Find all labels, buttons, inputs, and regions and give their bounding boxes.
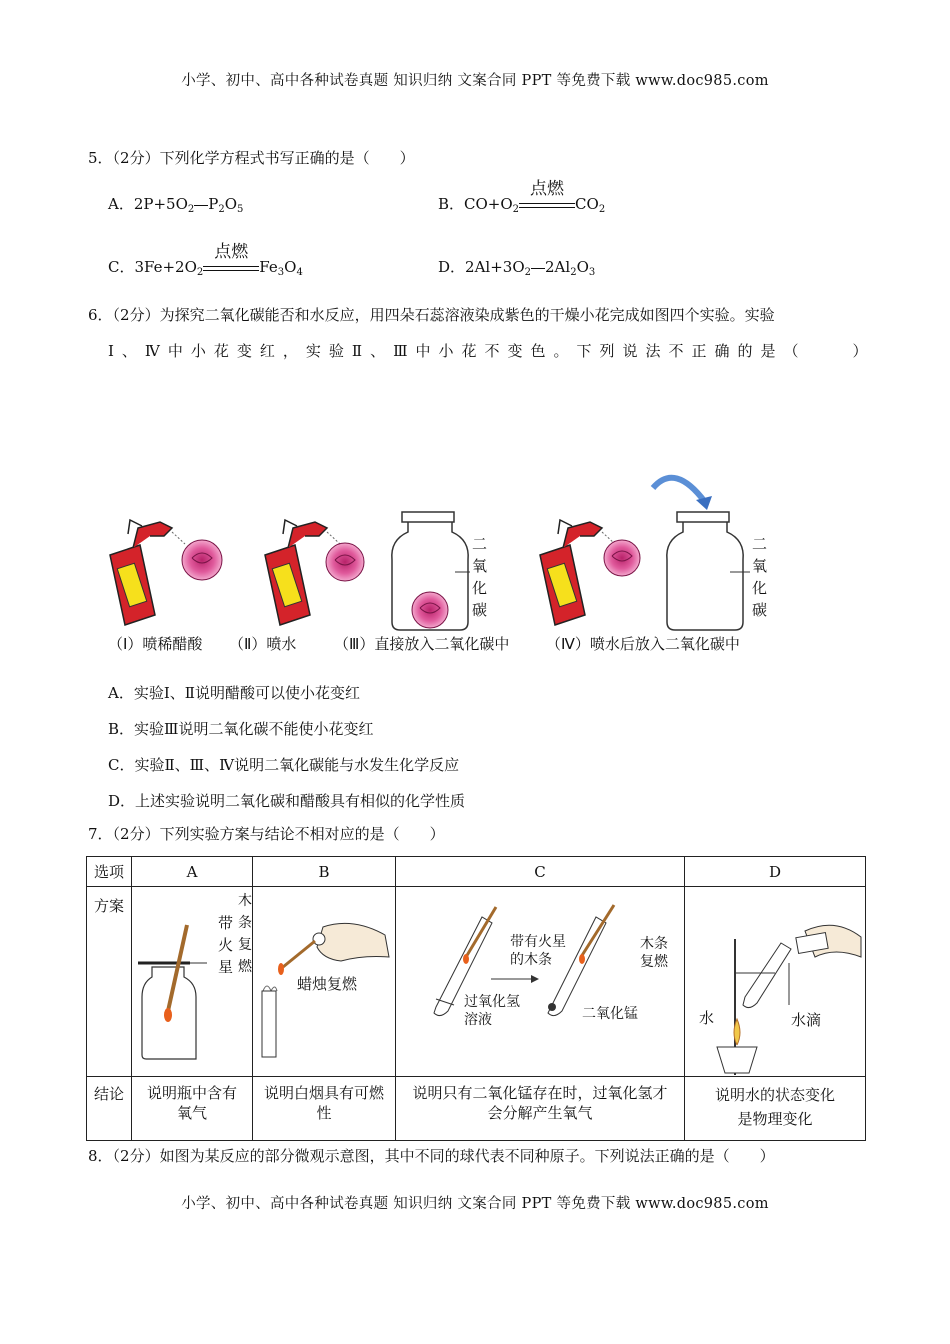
co2-label-jar4: 二氧化碳 (752, 535, 768, 619)
heating-apparatus-diagram (685, 887, 863, 1075)
conclusion-c: 说明只有二氧化锰存在时，过氧化氢才会分解产生氧气 (396, 1077, 685, 1141)
test-tube-diagram (396, 887, 684, 1075)
figure-label-1: （Ⅰ）喷稀醋酸 (108, 635, 203, 653)
plan-cell-d: 水 水滴 (685, 887, 866, 1077)
table-header-cell: C (396, 857, 685, 887)
table-header-cell: 选项 (87, 857, 132, 887)
q6-option-a[interactable]: A．实验Ⅰ、Ⅱ说明醋酸可以使小花变红 (108, 684, 360, 702)
q6-experiment-figure (100, 460, 780, 660)
page-header: 小学、初中、高中各种试卷真题 知识归纳 文案合同 PPT 等免费下载 www.doc985.com (181, 73, 769, 89)
q6-stem-line2: Ⅰ、Ⅳ中小花变红，实验Ⅱ、Ⅲ中小花不变色。下列说法不正确的是（ ） (108, 342, 868, 360)
table-header-cell: D (685, 857, 866, 887)
q5-option-a[interactable]: A．$2P+5O_2$ $P_2O_5$ (108, 195, 244, 215)
row-label-conclusion: 结论 (87, 1077, 132, 1141)
flower-icon (326, 543, 364, 581)
plan-cell-a: 带火星 木条复燃 (132, 887, 253, 1077)
figure-label-2: （Ⅱ）喷水 (229, 635, 297, 653)
conclusion-d: 说明水的状态变化是物理变化 (685, 1077, 866, 1141)
q6-stem-line1: 6．（2分）为探究二氧化碳能否和水反应，用四朵石蕊溶液染成紫色的干燥小花完成如图四个实验。实验 (88, 306, 775, 324)
q5-option-d[interactable]: D．$2Al+3O_2$ $2Al_2O_3$ (438, 258, 596, 278)
q5-option-b[interactable]: B．$CO+O_2$ 点燃 $CO_2$ (438, 179, 606, 215)
flower-icon (604, 540, 640, 576)
equation-line (531, 268, 545, 269)
gas-jar-icon (667, 512, 743, 630)
figure-label-3: （Ⅲ）直接放入二氧化碳中 (334, 635, 510, 653)
table-header-cell: B (253, 857, 396, 887)
co2-label-jar3: 二氧化碳 (472, 535, 488, 619)
figure-label-4: （Ⅳ）喷水后放入二氧化碳中 (546, 635, 740, 653)
conclusion-b: 说明白烟具有可燃性 (253, 1077, 396, 1141)
table-header-cell: A (132, 857, 253, 887)
reaction-condition: 点燃 (519, 196, 575, 214)
conclusion-a: 说明瓶中含有氧气 (132, 1077, 253, 1141)
q5-stem: 5．（2分）下列化学方程式书写正确的是（ ） (88, 149, 415, 167)
q6-option-b[interactable]: B．实验Ⅲ说明二氧化碳不能使小花变红 (108, 720, 374, 738)
spray-bottle-icon (110, 520, 172, 625)
flower-icon (182, 540, 222, 580)
q5-option-c[interactable]: C．$3Fe+2O_2$ 点燃 $Fe_3O_4$ (108, 242, 303, 278)
q7-stem: 7．（2分）下列实验方案与结论不相对应的是（ ） (88, 825, 445, 843)
plan-cell-c: 带有火星 的木条 过氧化氢 溶液 木条 复燃 二氧化锰 (396, 887, 685, 1077)
equation-line (194, 205, 208, 206)
q7-table (86, 856, 866, 1141)
q6-option-d[interactable]: D．上述实验说明二氧化碳和醋酸具有相似的化学性质 (108, 792, 466, 810)
q6-option-c[interactable]: C．实验Ⅱ、Ⅲ、Ⅳ说明二氧化碳能与水发生化学反应 (108, 756, 460, 774)
q8-stem: 8．（2分）如图为某反应的部分微观示意图，其中不同的球代表不同种原子。下列说法正确的是（ ） (88, 1147, 775, 1165)
page-footer: 小学、初中、高中各种试卷真题 知识归纳 文案合同 PPT 等免费下载 www.doc985.com (181, 1196, 769, 1212)
plan-cell-b: 蜡烛复燃 (253, 887, 396, 1077)
row-label-plan: 方案 (87, 887, 132, 1077)
flower-icon (412, 592, 448, 628)
reaction-condition: 点燃 (203, 259, 259, 277)
spray-bottle-icon (540, 520, 602, 625)
spray-bottle-icon (265, 520, 327, 625)
